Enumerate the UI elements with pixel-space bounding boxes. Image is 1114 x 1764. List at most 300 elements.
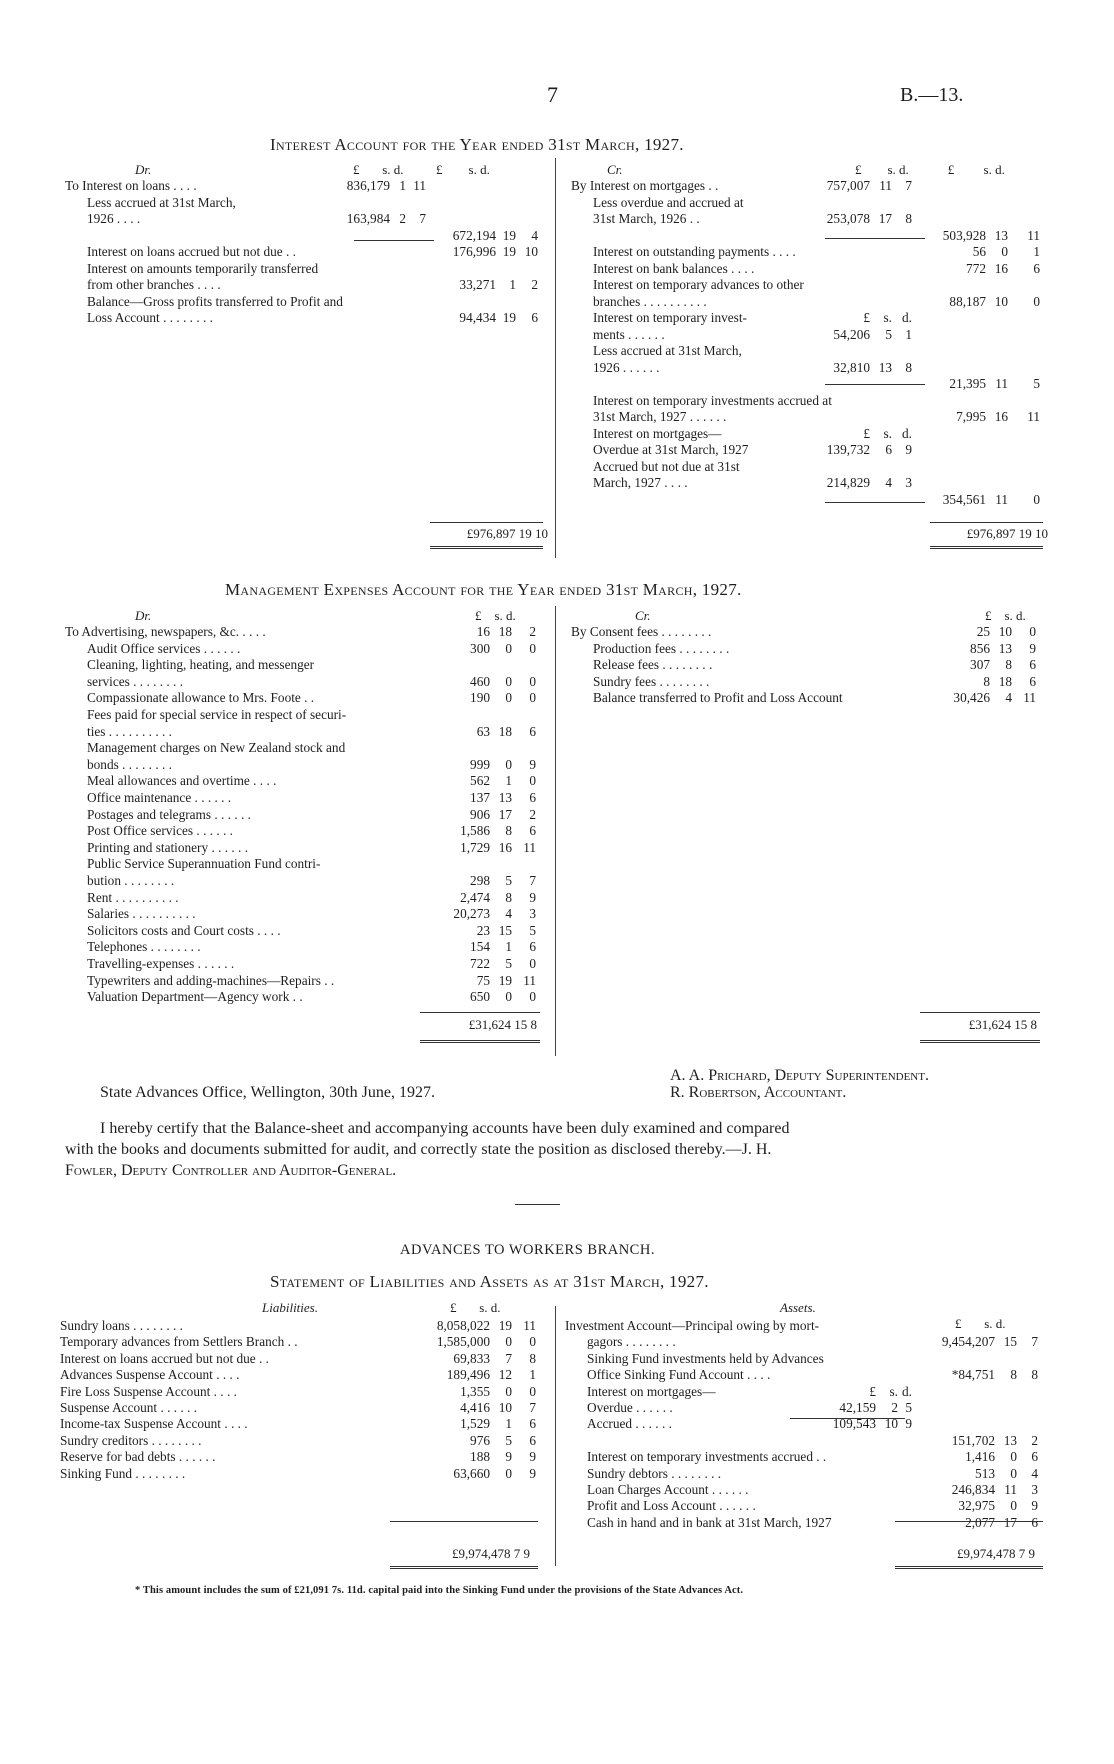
entry-label: Less overdue and accrued at bbox=[593, 194, 744, 210]
entry-amount: 0 bbox=[505, 673, 512, 689]
entry-amount: 2 bbox=[1031, 1432, 1038, 1448]
signatory-2: R. Robertson, Accountant. bbox=[670, 1084, 847, 1101]
entry-amount: 56 bbox=[972, 244, 986, 259]
entry-amount: 5 bbox=[529, 922, 536, 938]
entry-amount: 6 bbox=[1029, 673, 1036, 689]
entry-amount: 75 bbox=[476, 972, 490, 988]
entry-amount: 1 bbox=[1033, 244, 1040, 259]
entry-amount: 9 bbox=[529, 889, 536, 905]
entry-amount: 253,078 bbox=[826, 211, 870, 226]
entry-amount: 9 bbox=[905, 1416, 912, 1432]
entry-label: Typewriters and adding-machines—Repairs . . bbox=[87, 972, 335, 988]
entry-amount: 18 bbox=[498, 723, 512, 739]
entry-amount: 9 bbox=[529, 1449, 536, 1465]
entry-amount: 8 bbox=[505, 889, 512, 905]
entry-amount: 16 bbox=[498, 839, 512, 855]
entry-label: Interest on temporary advances to other bbox=[593, 277, 804, 292]
entry-amount: 1,529 bbox=[460, 1416, 490, 1432]
entry-amount: 6 bbox=[1031, 1449, 1038, 1465]
entry-amount: 16 bbox=[994, 260, 1008, 276]
entry-amount: 18 bbox=[498, 624, 512, 639]
entry-amount: 33,271 bbox=[459, 277, 496, 292]
entry-amount: 5 bbox=[1033, 376, 1040, 391]
entry-label: Interest on outstanding payments . . . . bbox=[593, 244, 796, 259]
entry-label: Accrued . . . . . . bbox=[587, 1416, 672, 1432]
liabilities-total: £9,974,478 7 9 bbox=[452, 1546, 530, 1561]
entry-label: Less accrued at 31st March, bbox=[593, 343, 742, 358]
total-rule bbox=[420, 1012, 540, 1013]
total-rule bbox=[430, 522, 543, 523]
entry-label: By Interest on mortgages . . bbox=[571, 178, 719, 193]
entry-amount: 6 bbox=[529, 939, 536, 955]
entry-amount: 672,194 bbox=[452, 227, 496, 243]
page-reference: B.—13. bbox=[900, 84, 964, 106]
entry-label: Sundry fees . . . . . . . . bbox=[593, 673, 710, 689]
entry-label: Interest on temporary investments accrued . . bbox=[587, 1449, 827, 1465]
entry-label: Loan Charges Account . . . . . . bbox=[587, 1482, 749, 1497]
entry-amount: 137 bbox=[470, 790, 490, 805]
entry-amount: 5 bbox=[505, 873, 512, 888]
entry-label: Temporary advances from Settlers Branch . . bbox=[60, 1334, 298, 1350]
entry-amount: 8 bbox=[983, 673, 990, 689]
entry-amount: 307 bbox=[970, 657, 990, 673]
entry-amount: 8 bbox=[1031, 1367, 1038, 1383]
entry-amount: 151,702 bbox=[951, 1432, 995, 1448]
entry-amount: s. bbox=[883, 425, 892, 441]
entry-amount: 0 bbox=[529, 773, 536, 789]
entry-amount: 94,434 bbox=[459, 310, 496, 325]
entry-amount: 32,810 bbox=[833, 359, 870, 375]
entry-amount: 0 bbox=[505, 989, 512, 1005]
column-header: £ s. d. £ s. d. bbox=[855, 162, 1005, 177]
entry-amount: 2 bbox=[399, 211, 406, 226]
entry-label: Interest on temporary investments accrued at bbox=[593, 392, 832, 408]
entry-amount: s. bbox=[889, 1383, 898, 1399]
entry-amount: 246,834 bbox=[951, 1482, 995, 1497]
entry-amount: 139,732 bbox=[826, 442, 870, 457]
entry-amount: 154 bbox=[470, 939, 490, 955]
entry-label: gagors . . . . . . . . bbox=[587, 1334, 676, 1350]
entry-amount: 0 bbox=[529, 690, 536, 706]
entry-label: By Consent fees . . . . . . . . bbox=[571, 624, 712, 639]
entry-amount: 4 bbox=[531, 227, 538, 243]
entry-amount: 10 bbox=[998, 624, 1012, 639]
credit-label: Cr. bbox=[607, 162, 623, 177]
entry-amount: 19 bbox=[498, 1318, 512, 1333]
entry-amount: 190 bbox=[470, 690, 490, 706]
entry-amount: 0 bbox=[529, 989, 536, 1005]
entry-amount: 54,206 bbox=[833, 326, 870, 342]
entry-amount: 6 bbox=[1031, 1514, 1038, 1530]
entry-amount: 6 bbox=[529, 723, 536, 739]
entry-amount: 8,058,022 bbox=[436, 1318, 490, 1333]
entry-amount: 0 bbox=[1029, 624, 1036, 639]
column-header: £ s. d. bbox=[985, 608, 1026, 623]
entry-amount: 7 bbox=[529, 873, 536, 888]
page-number: 7 bbox=[547, 82, 558, 107]
entry-amount: 4 bbox=[1005, 690, 1012, 706]
entry-amount: 18 bbox=[998, 673, 1012, 689]
assets-label: Assets. bbox=[780, 1300, 816, 1315]
entry-label: Travelling-expenses . . . . . . bbox=[87, 956, 235, 971]
entry-label: Cleaning, lighting, heating, and messenger bbox=[87, 657, 315, 673]
entry-amount: 8 bbox=[1010, 1367, 1017, 1383]
entry-amount: 13 bbox=[994, 227, 1008, 243]
entry-label: Valuation Department—Agency work . . bbox=[87, 989, 303, 1005]
entry-label: Meal allowances and overtime . . . . bbox=[87, 773, 277, 789]
entry-amount: 1 bbox=[529, 1367, 536, 1383]
entry-amount: 0 bbox=[505, 1334, 512, 1350]
audit-certificate-line-3: Fowler, Deputy Controller and Auditor-General. bbox=[65, 1162, 397, 1179]
entry-amount: 513 bbox=[975, 1465, 995, 1481]
entry-amount: 10 bbox=[498, 1400, 512, 1415]
entry-amount: 11 bbox=[523, 972, 536, 988]
entry-amount: 11 bbox=[1023, 690, 1036, 706]
entry-amount: 650 bbox=[470, 989, 490, 1005]
entry-amount: 63,660 bbox=[453, 1465, 490, 1481]
entry-amount: 0 bbox=[505, 690, 512, 706]
entry-amount: 30,426 bbox=[953, 690, 990, 706]
entry-label: Printing and stationery . . . . . . bbox=[87, 839, 249, 855]
interest-total-right: £976,897 19 10 bbox=[966, 526, 1048, 541]
entry-amount: 11 bbox=[523, 839, 536, 855]
column-header: £ s. d. bbox=[475, 608, 516, 623]
entry-amount: 15 bbox=[1003, 1334, 1017, 1350]
entry-amount: £ bbox=[863, 310, 870, 325]
entry-amount: d. bbox=[902, 425, 912, 441]
total-double-rule bbox=[430, 546, 543, 549]
entry-amount: 0 bbox=[1010, 1465, 1017, 1481]
entry-amount: 11 bbox=[995, 491, 1008, 507]
entry-amount: 17 bbox=[1003, 1514, 1017, 1530]
entry-amount: 856 bbox=[970, 640, 990, 656]
entry-amount: 2 bbox=[891, 1400, 898, 1415]
entry-amount: 1 bbox=[505, 1416, 512, 1432]
entry-amount: 189,496 bbox=[446, 1367, 490, 1383]
entry-amount: 3 bbox=[529, 906, 536, 922]
entry-label: Fire Loss Suspense Account . . . . bbox=[60, 1383, 237, 1399]
entry-amount: 7,995 bbox=[956, 409, 986, 424]
entry-amount: 4 bbox=[885, 475, 892, 490]
entry-amount: 20,273 bbox=[453, 906, 490, 922]
entry-label: Less accrued at 31st March, bbox=[87, 194, 236, 210]
entry-label: To Advertising, newspapers, &c. . . . . bbox=[65, 624, 266, 639]
entry-amount: £ bbox=[863, 425, 870, 441]
entry-amount: 0 bbox=[529, 640, 536, 656]
entry-amount: 976 bbox=[470, 1432, 490, 1448]
entry-amount: 300 bbox=[470, 640, 490, 656]
entry-label: Audit Office services . . . . . . bbox=[87, 640, 241, 656]
entry-amount: 5 bbox=[885, 326, 892, 342]
entry-amount: 562 bbox=[470, 773, 490, 789]
entry-amount: 188 bbox=[470, 1449, 490, 1465]
entry-label: Production fees . . . . . . . . bbox=[593, 640, 730, 656]
entry-amount: *84,751 bbox=[951, 1367, 995, 1383]
entry-amount: 1 bbox=[905, 326, 912, 342]
entry-amount: 3 bbox=[1031, 1482, 1038, 1497]
debit-label: Dr. bbox=[135, 608, 152, 623]
entry-amount: 19 bbox=[498, 972, 512, 988]
entry-amount: 1 bbox=[505, 939, 512, 955]
entry-label: Advances Suspense Account . . . . bbox=[60, 1367, 240, 1383]
entry-amount: 460 bbox=[470, 673, 490, 689]
entry-amount: 2,077 bbox=[965, 1514, 995, 1530]
entry-label: Suspense Account . . . . . . bbox=[60, 1400, 198, 1415]
entry-label: Overdue at 31st March, 1927 bbox=[593, 442, 749, 457]
entry-label: Profit and Loss Account . . . . . . bbox=[587, 1498, 756, 1514]
statement-title: Statement of Liabilities and Assets as at 31st March, 1927. bbox=[270, 1272, 709, 1291]
entry-amount: 1 bbox=[399, 178, 406, 193]
entry-amount: 19 bbox=[502, 310, 516, 325]
entry-amount: 11 bbox=[413, 178, 426, 193]
entry-amount: 176,996 bbox=[452, 244, 496, 259]
total-double-rule bbox=[420, 1040, 540, 1043]
entry-amount: 6 bbox=[529, 790, 536, 805]
entry-amount: 10 bbox=[884, 1416, 898, 1432]
total-double-rule bbox=[930, 546, 1043, 549]
liabilities-label: Liabilities. bbox=[262, 1300, 318, 1315]
center-divider bbox=[555, 158, 556, 558]
entry-label: Interest on bank balances . . . . bbox=[593, 260, 755, 276]
entry-amount: 21,395 bbox=[949, 376, 986, 391]
entry-label: To Interest on loans . . . . bbox=[65, 178, 197, 193]
entry-amount: 11 bbox=[1004, 1482, 1017, 1497]
entry-label: Fees paid for special service in respect of securi- bbox=[87, 707, 347, 722]
entry-amount: 1,585,000 bbox=[436, 1334, 490, 1350]
entry-amount: 6 bbox=[529, 1416, 536, 1432]
entry-amount: 163,984 bbox=[346, 211, 390, 226]
audit-certificate-line-2: with the books and documents submitted for audit, and correctly state the position as disclosed thereby.—J. H. bbox=[65, 1141, 772, 1158]
audit-certificate-line-1: I hereby certify that the Balance-sheet and accompanying accounts have been duly examined and compared bbox=[100, 1120, 790, 1137]
entry-amount: 836,179 bbox=[346, 178, 390, 193]
entry-amount: 9,454,207 bbox=[941, 1334, 995, 1350]
entry-amount: 11 bbox=[995, 376, 1008, 391]
entry-label: 31st March, 1927 . . . . . . bbox=[593, 409, 727, 424]
entry-amount: 63 bbox=[476, 723, 490, 739]
entry-amount: 0 bbox=[1033, 293, 1040, 309]
management-expenses-title: Management Expenses Account for the Year ended 31st March, 1927. bbox=[225, 580, 742, 599]
entry-label: Interest on temporary invest- bbox=[593, 310, 747, 325]
entry-label: bution . . . . . . . . bbox=[87, 873, 175, 888]
entry-amount: 0 bbox=[505, 640, 512, 656]
entry-amount: 2 bbox=[531, 277, 538, 292]
entry-amount: 772 bbox=[966, 260, 986, 276]
entry-label: Investment Account—Principal owing by mort- bbox=[565, 1318, 820, 1333]
office-and-date: State Advances Office, Wellington, 30th June, 1927. bbox=[100, 1084, 435, 1101]
entry-amount: d. bbox=[902, 1383, 912, 1399]
entry-label: Rent . . . . . . . . . . bbox=[87, 889, 179, 905]
total-double-rule bbox=[390, 1566, 538, 1569]
entry-amount: 19 bbox=[502, 227, 516, 243]
entry-label: Sundry loans . . . . . . . . bbox=[60, 1318, 183, 1333]
entry-amount: 7 bbox=[505, 1350, 512, 1366]
entry-amount: 3 bbox=[905, 475, 912, 490]
total-double-rule bbox=[920, 1040, 1040, 1043]
entry-amount: 214,829 bbox=[826, 475, 870, 490]
entry-amount: 16 bbox=[994, 409, 1008, 424]
entry-label: Interest on amounts temporarily transferred bbox=[87, 260, 319, 276]
entry-label: 1926 . . . . . . bbox=[593, 359, 660, 375]
entry-amount: 722 bbox=[470, 956, 490, 971]
entry-label: 31st March, 1926 . . bbox=[593, 211, 700, 226]
entry-amount: 2 bbox=[529, 806, 536, 822]
entry-amount: 8 bbox=[905, 211, 912, 226]
entry-amount: 11 bbox=[1027, 409, 1040, 424]
entry-label: Overdue . . . . . . bbox=[587, 1400, 673, 1415]
entry-amount: 6 bbox=[1029, 657, 1036, 673]
entry-amount: 999 bbox=[470, 756, 490, 772]
entry-amount: 6 bbox=[529, 1432, 536, 1448]
entry-amount: 6 bbox=[1033, 260, 1040, 276]
interest-total-left: £976,897 19 10 bbox=[466, 526, 548, 541]
column-header: £ s. d. bbox=[450, 1300, 501, 1315]
entry-label: Balance transferred to Profit and Loss Account bbox=[593, 690, 843, 706]
assets-total: £9,974,478 7 9 bbox=[957, 1546, 1035, 1561]
entry-label: Management charges on New Zealand stock and bbox=[87, 740, 346, 756]
entry-label: Balance—Gross profits transferred to Profit and bbox=[87, 293, 343, 309]
entry-label: 1926 . . . . bbox=[87, 211, 141, 226]
entry-label: bonds . . . . . . . . bbox=[87, 756, 172, 772]
footnote: * This amount includes the sum of £21,091 7s. 11d. capital paid into the Sinking Fund under the provisions of the State Advances Act. bbox=[135, 1585, 744, 1596]
entry-label: Sundry debtors . . . . . . . . bbox=[587, 1465, 722, 1481]
entry-amount: 0 bbox=[1033, 491, 1040, 507]
entry-label: Salaries . . . . . . . . . . bbox=[87, 906, 196, 922]
entry-amount: 7 bbox=[905, 178, 912, 193]
subtotal-rule bbox=[790, 1418, 905, 1419]
entry-label: Solicitors costs and Court costs . . . . bbox=[87, 922, 281, 938]
entry-label: Post Office services . . . . . . bbox=[87, 823, 233, 839]
total-rule bbox=[390, 1521, 538, 1522]
entry-amount: 906 bbox=[470, 806, 490, 822]
total-rule bbox=[920, 1012, 1040, 1013]
entry-amount: 6 bbox=[529, 823, 536, 839]
entry-amount: 2 bbox=[529, 624, 536, 639]
entry-amount: 0 bbox=[505, 1465, 512, 1481]
entry-label: Interest on mortgages— bbox=[587, 1383, 716, 1399]
entry-amount: 503,928 bbox=[942, 227, 986, 243]
entry-amount: 0 bbox=[1001, 244, 1008, 259]
entry-amount: £ bbox=[869, 1383, 876, 1399]
entry-amount: 9 bbox=[505, 1449, 512, 1465]
entry-label: Compassionate allowance to Mrs. Foote . . bbox=[87, 690, 315, 706]
entry-label: Interest on loans accrued but not due . . bbox=[60, 1350, 269, 1366]
entry-label: Postages and telegrams . . . . . . bbox=[87, 806, 251, 822]
entry-amount: 0 bbox=[1010, 1498, 1017, 1514]
entry-amount: 8 bbox=[505, 823, 512, 839]
entry-amount: 109,543 bbox=[832, 1416, 876, 1432]
entry-label: Public Service Superannuation Fund contri- bbox=[87, 856, 321, 872]
entry-label: Loss Account . . . . . . . . bbox=[87, 310, 213, 325]
entry-amount: 5 bbox=[505, 956, 512, 971]
entry-label: Office Sinking Fund Account . . . . bbox=[587, 1367, 771, 1383]
center-divider bbox=[555, 606, 556, 1056]
column-header: £ s. d. £ s. d. bbox=[353, 162, 490, 177]
entry-amount: 19 bbox=[502, 244, 516, 259]
entry-amount: 1 bbox=[509, 277, 516, 292]
entry-amount: 5 bbox=[905, 1400, 912, 1415]
entry-amount: 11 bbox=[1027, 227, 1040, 243]
entry-amount: 10 bbox=[524, 244, 538, 259]
total-rule bbox=[895, 1521, 1043, 1522]
entry-amount: 13 bbox=[1003, 1432, 1017, 1448]
entry-amount: 69,833 bbox=[453, 1350, 490, 1366]
entry-amount: 9 bbox=[1031, 1498, 1038, 1514]
entry-amount: 9 bbox=[529, 756, 536, 772]
entry-label: Sundry creditors . . . . . . . . bbox=[60, 1432, 202, 1448]
entry-amount: 13 bbox=[878, 359, 892, 375]
subtotal-rule bbox=[825, 502, 925, 503]
entry-amount: 0 bbox=[529, 673, 536, 689]
entry-label: Sinking Fund investments held by Advances bbox=[587, 1350, 824, 1366]
entry-label: Income-tax Suspense Account . . . . bbox=[60, 1416, 248, 1432]
entry-amount: 7 bbox=[1031, 1334, 1038, 1350]
entry-amount: 17 bbox=[498, 806, 512, 822]
entry-amount: 15 bbox=[498, 922, 512, 938]
entry-amount: 8 bbox=[1005, 657, 1012, 673]
debit-label: Dr. bbox=[135, 162, 152, 177]
entry-amount: 9 bbox=[1029, 640, 1036, 656]
entry-label: ties . . . . . . . . . . bbox=[87, 723, 172, 739]
entry-label: Telephones . . . . . . . . bbox=[87, 939, 201, 955]
entry-amount: 16 bbox=[476, 624, 490, 639]
signatory-1: A. A. Prichard, Deputy Superintendent. bbox=[670, 1067, 929, 1084]
entry-amount: 8 bbox=[529, 1350, 536, 1366]
entry-amount: 1,586 bbox=[460, 823, 490, 839]
entry-amount: 13 bbox=[998, 640, 1012, 656]
entry-label: services . . . . . . . . bbox=[87, 673, 184, 689]
entry-amount: 1 bbox=[505, 773, 512, 789]
management-total-left: £31,624 15 8 bbox=[468, 1017, 537, 1032]
entry-amount: 0 bbox=[505, 756, 512, 772]
entry-amount: 13 bbox=[498, 790, 512, 805]
entry-amount: 11 bbox=[523, 1318, 536, 1333]
entry-label: from other branches . . . . bbox=[87, 277, 221, 292]
entry-amount: 7 bbox=[529, 1400, 536, 1415]
center-divider bbox=[555, 1306, 556, 1566]
section-separator bbox=[515, 1204, 560, 1205]
entry-amount: 0 bbox=[505, 1383, 512, 1399]
entry-amount: 11 bbox=[879, 178, 892, 193]
subtotal-rule bbox=[354, 240, 434, 241]
entry-amount: 757,007 bbox=[826, 178, 870, 193]
entry-amount: d. bbox=[902, 310, 912, 325]
entry-label: Cash in hand and in bank at 31st March, 1927 bbox=[587, 1514, 832, 1530]
entry-label: Reserve for bad debts . . . . . . bbox=[60, 1449, 216, 1465]
entry-amount: 2,474 bbox=[460, 889, 490, 905]
entry-amount: 4 bbox=[505, 906, 512, 922]
entry-amount: 0 bbox=[529, 1334, 536, 1350]
branch-heading: ADVANCES TO WORKERS BRANCH. bbox=[400, 1242, 655, 1258]
subtotal-rule bbox=[825, 384, 925, 385]
entry-label: Interest on loans accrued but not due . . bbox=[87, 244, 296, 259]
entry-amount: 0 bbox=[1010, 1449, 1017, 1465]
entry-amount: 8 bbox=[905, 359, 912, 375]
entry-label: Release fees . . . . . . . . bbox=[593, 657, 713, 673]
entry-amount: 32,975 bbox=[958, 1498, 995, 1514]
management-total-right: £31,624 15 8 bbox=[968, 1017, 1037, 1032]
entry-label: Accrued but not due at 31st bbox=[593, 458, 740, 474]
entry-label: Office maintenance . . . . . . bbox=[87, 790, 232, 805]
total-double-rule bbox=[895, 1566, 1043, 1569]
entry-amount: 6 bbox=[885, 442, 892, 457]
entry-amount: 25 bbox=[976, 624, 990, 639]
column-header: £ s. d. bbox=[955, 1316, 1006, 1331]
entry-amount: s. bbox=[883, 310, 892, 325]
entry-amount: 298 bbox=[470, 873, 490, 888]
entry-amount: 5 bbox=[505, 1432, 512, 1448]
subtotal-rule bbox=[825, 238, 925, 239]
entry-amount: 12 bbox=[498, 1367, 512, 1383]
